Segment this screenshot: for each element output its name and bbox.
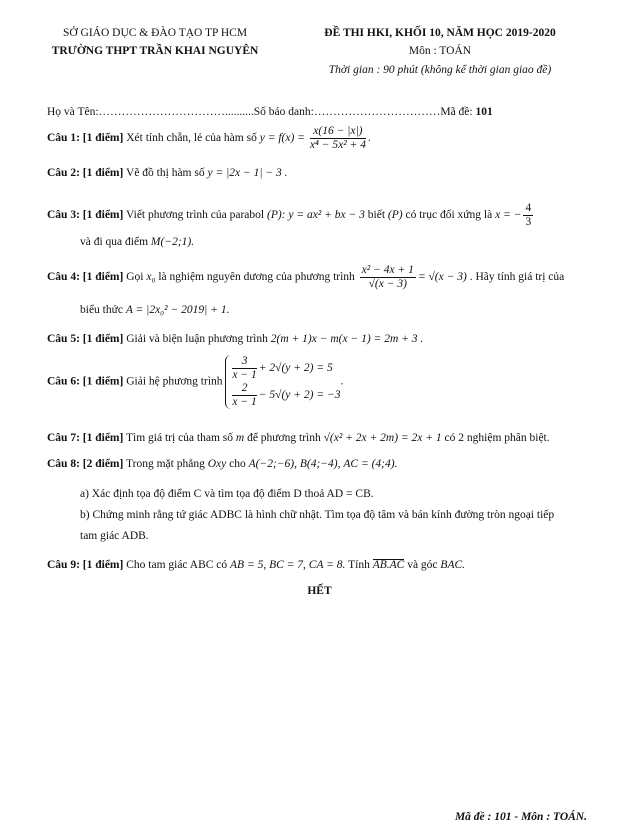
name-field-label: Họ và Tên:…………………………….......... [47, 106, 254, 118]
question-label: Câu 1: [1 điểm] [47, 132, 124, 145]
denominator: 3 [525, 216, 532, 228]
numerator: 3 [232, 355, 256, 369]
formula: y = f(x) = [259, 132, 305, 145]
question-text: biết [367, 209, 386, 222]
formula: m [235, 432, 245, 444]
question-text: là nghiệm nguyên dương của phương trình [158, 271, 355, 284]
denominator: x⁴ − 5x² + 4 [309, 139, 366, 151]
question-label: Câu 4: [1 điểm] [47, 271, 124, 284]
school-department: SỞ GIÁO DỤC & ĐÀO TẠO TP HCM [62, 27, 248, 39]
exam-title: ĐỀ THI HKI, KHỐI 10, NĂM HỌC 2019-2020 [324, 27, 556, 39]
question-text: Vẽ đồ thị hàm số [126, 167, 205, 179]
equation-1 [230, 355, 340, 382]
question-text: để phương trình [247, 432, 321, 444]
question-label: Câu 5: [1 điểm] [47, 333, 124, 345]
student-info-line [47, 106, 493, 118]
exam-code-label: Mã đề: [440, 106, 473, 118]
question-label: Câu 2: [1 điểm] [47, 167, 124, 179]
question-text: Cho tam giác ABC có [126, 559, 228, 571]
numerator: 2 [232, 382, 256, 396]
question-text: Tính [348, 559, 370, 571]
question-6: Câu 6: [1 điểm] Giải hệ phương trình $\frac{3}{x - 1}$ + 2√(y + 2) = 5 $\frac{2}{x - 1}$ − 5√(y + 2) = −3 . [47, 355, 344, 408]
school-name: TRƯỜNG THPT TRẦN KHAI NGUYÊN [51, 45, 259, 57]
question-8a: a) Xác định tọa độ điểm C và tìm tọa độ điểm D thoả AD = CB. [80, 488, 374, 500]
exam-subject: Môn : TOÁN [408, 45, 472, 57]
question-label: Câu 9: [1 điểm] [47, 559, 124, 571]
question-3-line2 [80, 236, 194, 248]
question-text: Giải hệ phương trình [126, 375, 223, 388]
formula: Oxy [207, 458, 227, 470]
question-text: . Hãy tính giá trị của [469, 271, 565, 284]
question-text: và đi qua điểm [80, 236, 149, 248]
question-4 [47, 264, 564, 291]
question-text: và góc [407, 559, 438, 571]
denominator: √(x − 3) [368, 278, 407, 290]
denominator: x − 1 [232, 396, 257, 408]
question-text: Trong mặt phẳng [126, 458, 205, 470]
formula: + 2√(y + 2) = 5 [258, 362, 333, 375]
id-field-label: Số báo danh:…………………………… [253, 106, 441, 118]
formula: AB.AC [372, 559, 405, 571]
question-5 [47, 333, 423, 345]
question-text: cho [229, 458, 246, 470]
question-1: Câu 1: [1 điểm] Xét tính chẵn, lẻ của hàm số y = f(x) = $\frac{x(16 - |x|)}{\text{x⁴ − 5x² + 4}}$ . [47, 125, 371, 151]
question-7 [47, 432, 550, 444]
question-text: Viết phương trình của parabol [126, 209, 265, 222]
formula: x = − [495, 209, 522, 222]
formula: y = |2x − 1| − 3 . [207, 167, 288, 179]
formula: √(x² + 2x + 2m) = 2x + 1 [323, 432, 442, 444]
exam-code-value: 101 [475, 106, 493, 118]
numerator: x² − 4x + 1 [361, 264, 414, 276]
fraction [523, 202, 533, 229]
fraction [360, 264, 416, 291]
question-text: Tìm giá trị của tham số [126, 432, 234, 444]
numerator: x(16 − |x|) [310, 125, 366, 139]
formula: − 5√(y + 2) = −3 [258, 389, 341, 402]
question-label: Câu 7: [1 điểm] [47, 432, 124, 444]
formula: (P): y = ax² + bx − 3 [266, 209, 365, 222]
formula: x₀ [146, 271, 156, 284]
question-text: Xét tính chẵn, lẻ của hàm số [126, 132, 257, 145]
numerator: 4 [525, 202, 532, 214]
question-label: Câu 8: [2 điểm] [47, 458, 124, 470]
equation-2 [230, 382, 340, 409]
formula: 2(m + 1)x − m(x − 1) = 2m + 3 . [270, 333, 424, 345]
page-footer: Mã đề : 101 - Môn : TOÁN. [454, 811, 587, 823]
question-2 [47, 167, 288, 179]
question-text: biểu thức [80, 304, 123, 316]
question-text: có 2 nghiệm phân biệt. [444, 432, 550, 444]
formula: = √(x − 3) [417, 271, 467, 284]
equation-system [225, 355, 340, 409]
end-marker: HẾT [307, 585, 332, 597]
formula: A(−2;−6), B(4;−4), [248, 458, 341, 470]
denominator: x − 1 [232, 369, 257, 381]
question-3 [47, 202, 535, 229]
question-4-line2 [80, 304, 229, 316]
formula: A = |2x₀² − 2019| + 1. [125, 304, 230, 316]
question-label: Câu 6: [1 điểm] [47, 375, 124, 388]
fraction [232, 355, 256, 382]
formula: M(−2;1). [150, 236, 195, 248]
question-8b-line1: b) Chứng minh rằng tứ giác ADBC là hình chữ nhật. Tìm tọa độ tâm và bán kính đường tròn ngoại tiếp [80, 509, 555, 521]
fraction [310, 125, 366, 152]
formula: AB = 5, BC = 7, CA = 8. [230, 559, 346, 571]
question-9 [47, 559, 465, 571]
question-8b-line2: tam giác ADB. [80, 530, 149, 542]
formula: AC = (4;4). [343, 458, 398, 470]
question-text: có trục đối xứng là [405, 209, 493, 222]
question-text: Gọi [126, 271, 144, 284]
formula: (P) [387, 209, 403, 222]
formula: BAC. [440, 559, 466, 571]
fraction [232, 382, 256, 409]
question-label: Câu 3: [1 điểm] [47, 209, 124, 222]
question-text: Giải và biện luận phương trình [126, 333, 268, 345]
exam-duration: Thời gian : 90 phút (không kể thời gian giao đề) [328, 64, 552, 76]
question-8 [47, 458, 397, 470]
